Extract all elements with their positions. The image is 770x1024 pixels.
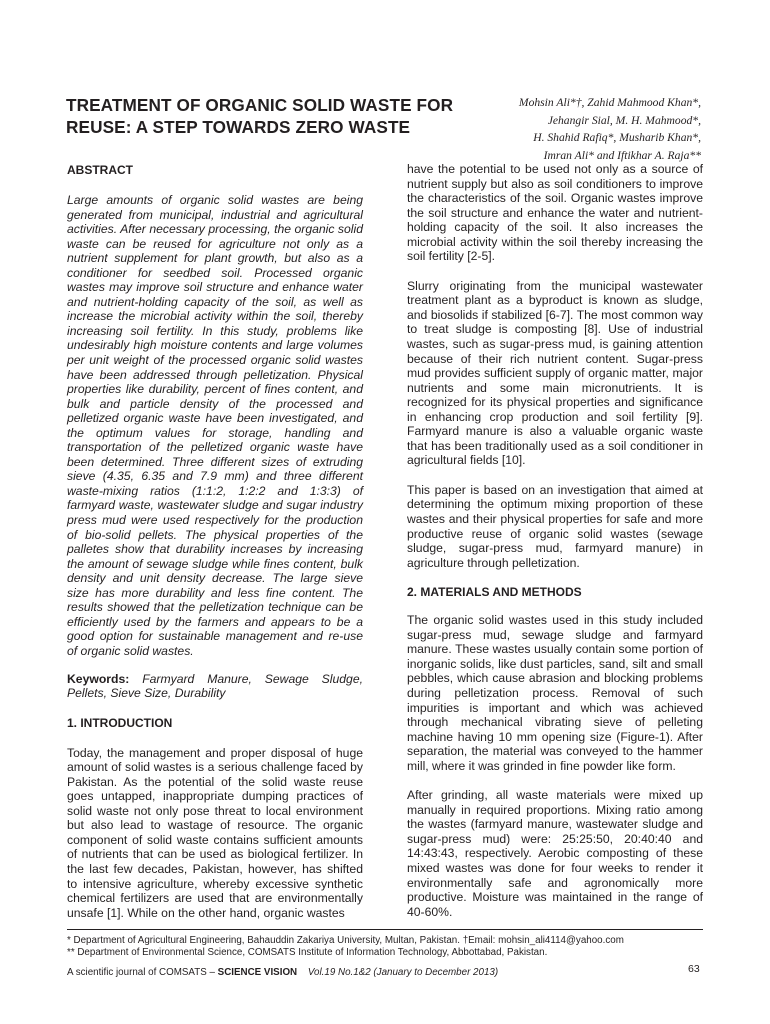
methods-heading: 2. MATERIALS AND METHODS xyxy=(407,585,582,600)
journal-prefix: A scientific journal of COMSATS – xyxy=(67,967,215,978)
intro-heading: 1. INTRODUCTION xyxy=(67,715,173,730)
journal-volume: Vol.19 No.1&2 (January to December 2013) xyxy=(307,967,499,978)
right-para-2: Slurry originating from the municipal wastewater treatment plant as a byproduct is known as sludge, and biosolids if stabilized [6-7]. The most common way to treat sludge is composting [8]. Use of industrial wastes, such as sugar-press mud, is gaining attention because of their rich nutrient content. Sugar-press mud provides sufficient supply of organic matter, major nutrients and some main micronutrients. It is recognized for its physical properties and significance in enhancing crop production and soil fertility [9]. Farmyard manure is also a valuable organic waste that has been traditionally used as a soil conditioner in agricultural fields [10]. xyxy=(407,278,703,468)
journal-footer xyxy=(67,967,498,978)
footnote-divider xyxy=(67,929,703,930)
footnote-2: ** Department of Environmental Science, COMSATS Institute of Information Technology, Abbottabad, Pakistan. xyxy=(67,947,548,958)
author-list xyxy=(451,94,701,164)
page-number: 63 xyxy=(688,963,700,975)
authors-line-1: Mohsin Ali*†, Zahid Mahmood Khan*, xyxy=(518,96,701,109)
title-line-2: REUSE: A STEP TOWARDS ZERO WASTE xyxy=(66,117,411,137)
right-para-1: have the potential to be used not only as a source of nutrient supply but also as soil conditioners to improve the characteristics of the soil. Organic wastes improve the soil structure and enhance the water and nutrient-holding capacity of the soil. It also increases the microbial activity within the soil thereby increasing the soil fertility [2-5]. xyxy=(407,162,703,264)
right-column xyxy=(407,162,703,919)
right-para-3: This paper is based on an investigation that aimed at determining the optimum mixing proportion of these wastes and their physical properties for safe and more productive reuse of organic solid wastes (sewage sludge, sugar-press mud, farmyard manure) in agriculture through pelletization. xyxy=(407,482,703,570)
authors-line-4: Imran Ali* and Iftikhar A. Raja** xyxy=(543,148,701,162)
keywords-label: Keywords: xyxy=(67,671,130,686)
left-column xyxy=(67,163,363,920)
keywords-text: Farmyard Manure, Sewage Sludge, Pellets, Sieve Size, Durability xyxy=(67,671,364,701)
journal-name: SCIENCE VISION xyxy=(217,967,298,978)
abstract-heading: ABSTRACT xyxy=(67,163,133,177)
keywords xyxy=(67,672,363,701)
methods-para-1: The organic solid wastes used in this study included sugar-press mud, sewage sludge and farmyard manure. These wastes usually contain some portion of inorganic solids, like dust particles, sand, silt and small pebbles, which cause abrasion and blocking problems during pelletization process. Removal of such impurities is important and which was achieved through mechanical vibrating sieve of pelleting machine having 10 mm opening size (Figure-1). After separation, the material was conveyed to the hammer mill, where it was grinded in fine powder like form. xyxy=(407,613,703,773)
abstract-text: Large amounts of organic solid wastes are being generated from municipal, industrial and agricultural activities. After necessary processing, the organic solid waste can be reused for agriculture not only as a nutrient supplement for plant growth, but also as a conditioner for seedbed soil. Processed organic wastes may improve soil structure and enhance water and nutrient-holding capacity of the soil, as well as increase the microbial activity within the soil, thereby increasing soil fertility. In this study, problems like undesirably high moisture contents and large volumes per unit weight of the processed organic solid wastes have been addressed through pelletization. Physical properties like durability, percent of fines content, and bulk and particle density of the processed and pelletized organic waste have been investigated, and the optimum values for storage, handling and transportation of the pelletized organic waste have been determined. Three different sizes of extruding sieve (4.35, 6.35 and 7.9 mm) and three different waste-mixing ratios (1:1:2, 1:2:2 and 1:3:3) of farmyard waste, wastewater sludge and sugar industry press mud were used respectively for the production of bio-solid pellets. The physical properties of the palletes show that durability increases by increasing the amount of sewage sludge while fines content, bulk density and unit density decrease. The large sieve size has more durability and less fine content. The results showed that the pelletization technique can be efficiently used by the farmers and appears to be a good option for sustainable management and re-use of organic solid wastes. xyxy=(67,193,363,658)
paper-title xyxy=(66,94,486,138)
title-line-1: TREATMENT OF ORGANIC SOLID WASTE FOR xyxy=(66,95,454,115)
methods-para-2: After grinding, all waste materials were mixed up manually in required proportions. Mixing ratio among the wastes (farmyard manure, wastewater sludge and sugar-press mud) were: 25:25:50, 20:40:40 and 14:43:43, respectively. Aerobic composting of these mixed wastes was done for four weeks to render it environmentally safe and agronomically more productive. Moisture was maintained in the range of 40-60%. xyxy=(407,788,703,919)
footnote-1: * Department of Agricultural Engineering, Bahauddin Zakariya University, Multan, Pakistan. †Email: mohsin_ali4114@yahoo.com xyxy=(67,935,624,946)
intro-text: Today, the management and proper disposal of huge amount of solid wastes is a serious challenge faced by Pakistan. As the potential of the solid waste reuse goes untapped, inappropriate dumping practices of solid waste not only pose threat to local environment but also lead to wastage of resource. The organic component of solid waste contains sufficient amounts of nutrients that can be used as biological fertilizer. In the last few decades, Pakistan, however, has shifted to intensive agriculture, whereby excessive synthetic chemical fertilizers are used that are environmentally unsafe [1]. While on the other hand, organic wastes xyxy=(67,745,363,920)
authors-line-2: Jehangir Sial, M. H. Mahmood*, xyxy=(547,113,701,127)
authors-line-3: H. Shahid Rafiq*, Musharib Khan*, xyxy=(533,131,701,145)
